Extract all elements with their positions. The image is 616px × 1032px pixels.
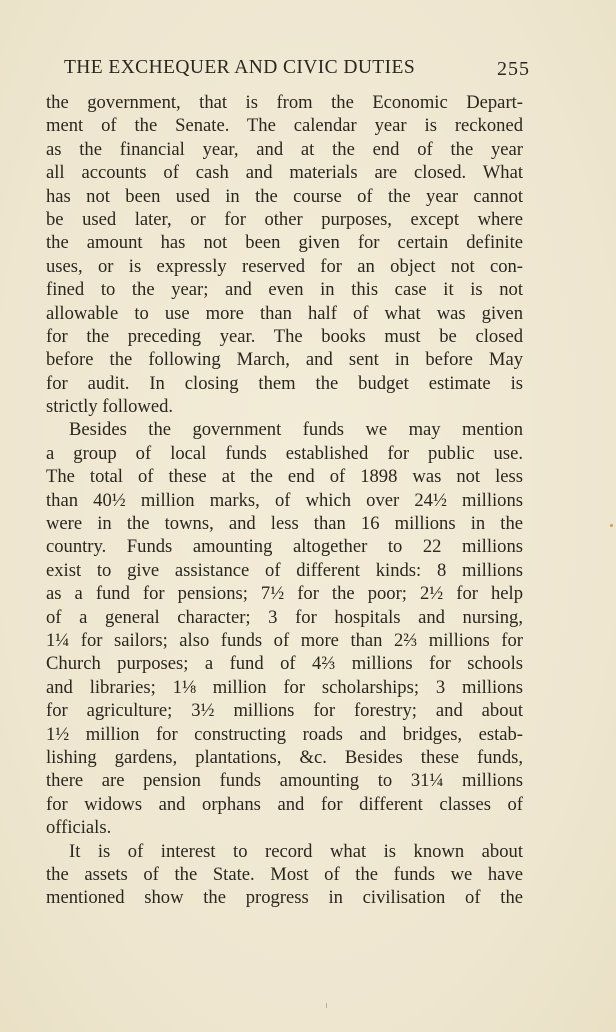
paragraph-end-line: officials. xyxy=(46,817,112,839)
text-line: than 40½ million marks, of which over 24½ millions xyxy=(46,489,523,511)
text-line: the government, that is from the Economic Depart- xyxy=(46,92,523,113)
text-line: for audit. In closing them the budget estimate is xyxy=(46,372,523,394)
text-line: as a fund for pensions; 7½ for the poor; 2½ for help xyxy=(46,583,523,605)
text-line: all accounts of cash and materials are closed. What xyxy=(46,162,523,184)
text-line: lishing gardens, plantations, &c. Besides these funds, xyxy=(46,746,523,768)
text-line: the amount has not been given for certain definite xyxy=(46,232,523,254)
paper-mark xyxy=(326,1003,327,1008)
paragraph-first-line: It is of interest to record what is known about xyxy=(69,840,523,862)
text-line: allowable to use more than half of what was given xyxy=(46,302,523,324)
text-line: uses, or is expressly reserved for an object not con- xyxy=(46,255,523,277)
text-line: for agriculture; 3½ millions for forestry; and about xyxy=(46,700,523,722)
text-line: mentioned show the progress in civilisation of the xyxy=(46,887,523,909)
text-line: exist to give assistance of different kinds: 8 millions xyxy=(46,559,523,581)
paragraph-end-line: strictly followed. xyxy=(46,396,174,418)
text-line: of a general character; 3 for hospitals and nursing, xyxy=(46,606,523,628)
text-line: fined to the year; and even in this case it is not xyxy=(46,279,523,301)
paragraph-first-line: Besides the government funds we may mention xyxy=(69,419,523,441)
running-title: THE EXCHEQUER AND CIVIC DUTIES xyxy=(64,57,416,78)
text-line: as the financial year, and at the end of the year xyxy=(46,138,523,160)
text-line: for widows and orphans and for different classes of xyxy=(46,793,523,815)
text-line: 1¼ for sailors; also funds of more than 2⅔ millions for xyxy=(46,629,523,651)
page-number: 255 xyxy=(497,58,530,80)
text-line: were in the towns, and less than 16 millions in the xyxy=(46,513,523,535)
text-line: be used later, or for other purposes, except where xyxy=(46,208,523,230)
text-line: a group of local funds established for public use. xyxy=(46,442,523,464)
text-line: 1½ million for constructing roads and bridges, estab- xyxy=(46,723,523,745)
text-line: has not been used in the course of the year cannot xyxy=(46,185,523,207)
text-line: there are pension funds amounting to 31¼ millions xyxy=(46,770,523,792)
text-line: the assets of the State. Most of the funds we have xyxy=(46,863,523,885)
running-head xyxy=(64,56,542,80)
text-line: country. Funds amounting altogether to 22 millions xyxy=(46,536,523,558)
text-line: and libraries; 1⅛ million for scholarships; 3 millions xyxy=(46,676,523,698)
text-line: The total of these at the end of 1898 was not less xyxy=(46,466,523,488)
text-line: for the preceding year. The books must be closed xyxy=(46,325,523,347)
body-text xyxy=(46,91,523,910)
text-line: before the following March, and sent in before May xyxy=(46,349,523,371)
paper-speck xyxy=(610,524,613,527)
text-line: ment of the Senate. The calendar year is reckoned xyxy=(46,115,523,137)
text-line: Church purposes; a fund of 4⅔ millions for schools xyxy=(46,653,523,675)
